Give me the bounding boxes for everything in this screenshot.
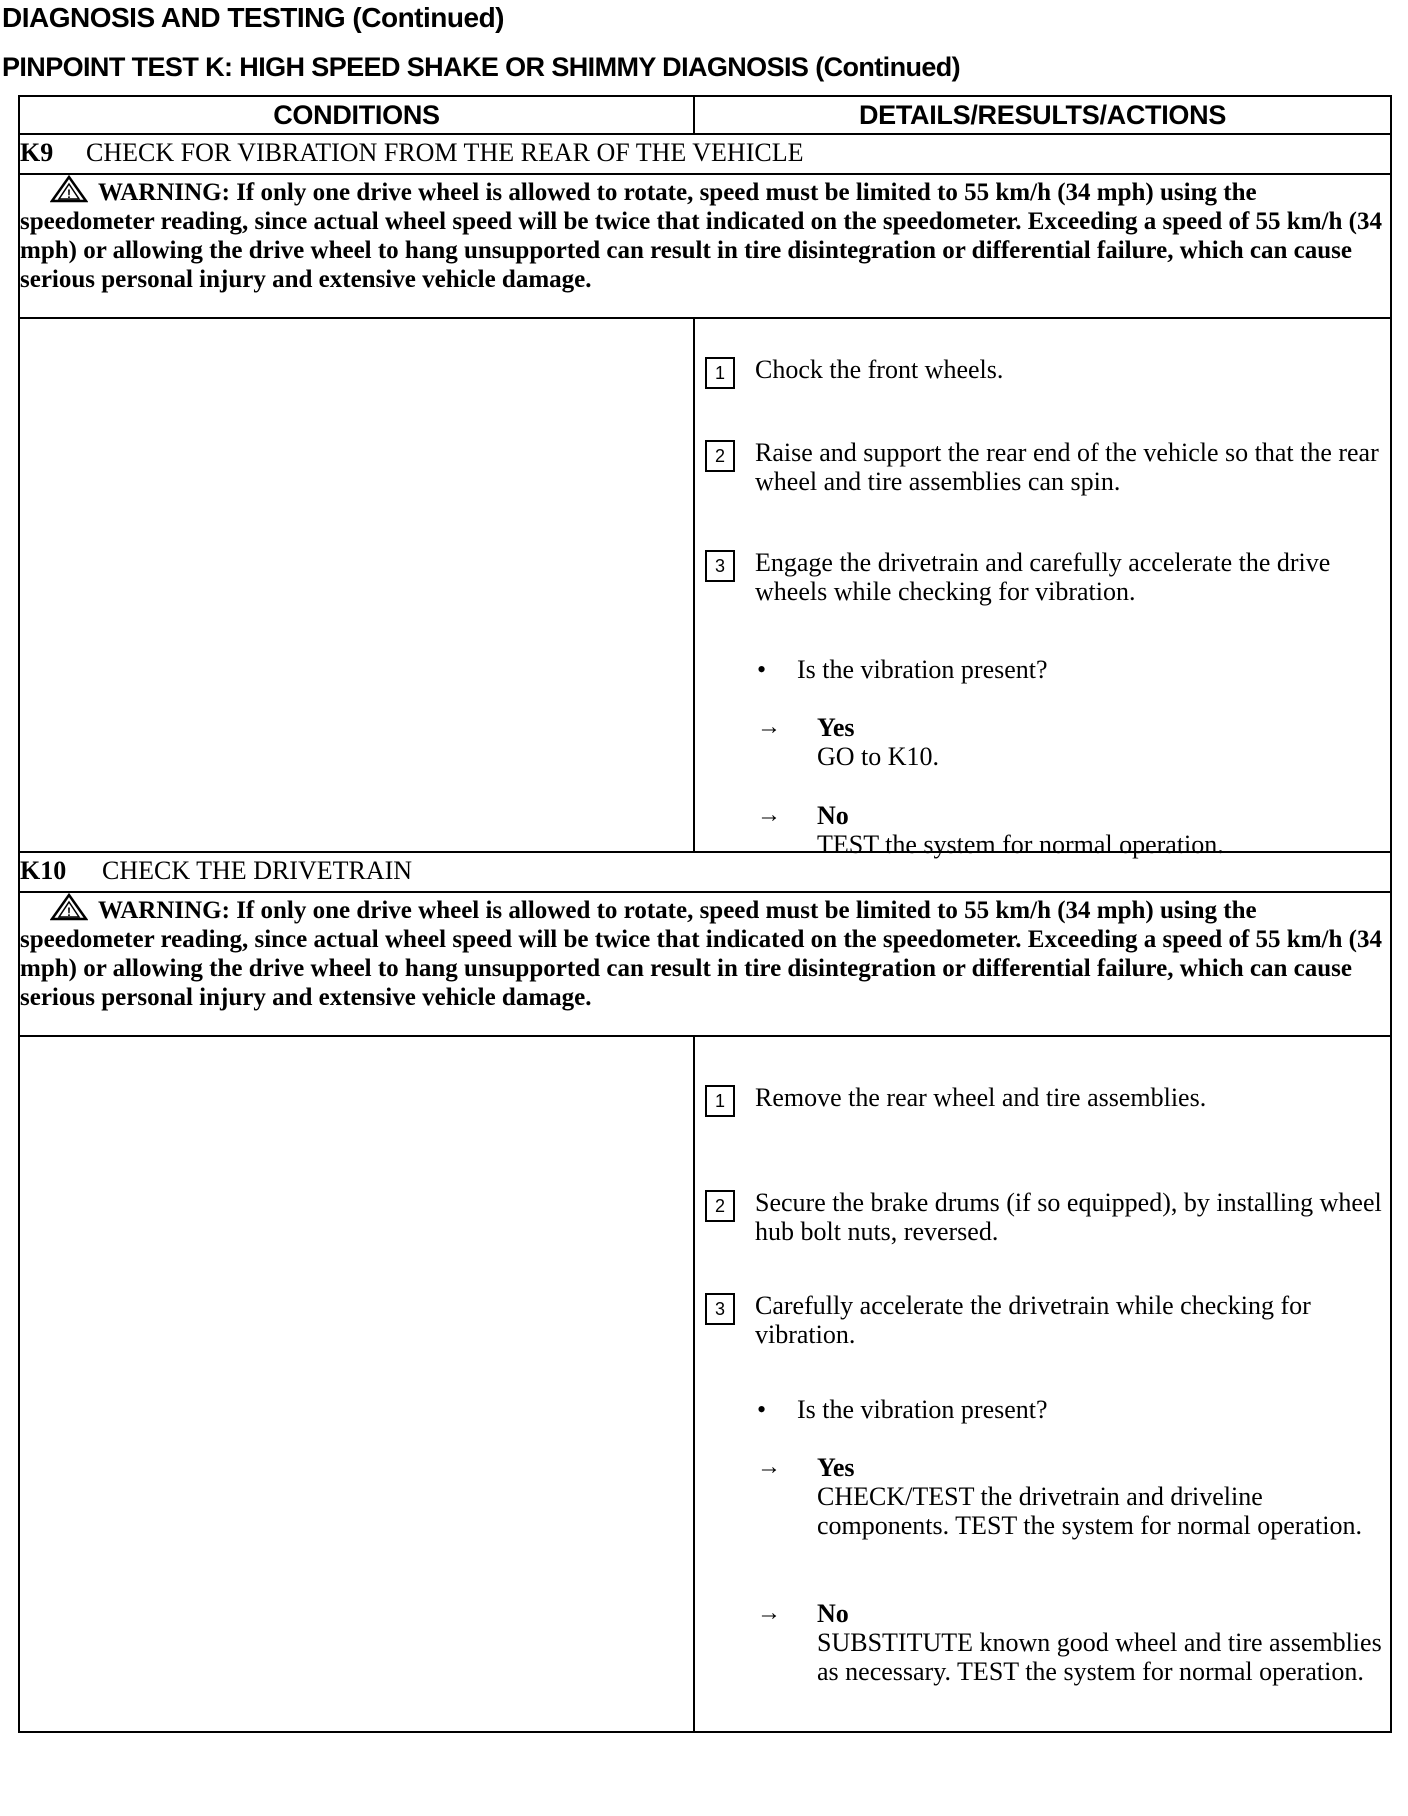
k9-step-2-number: 2	[705, 440, 735, 472]
k9-step-3-text: Engage the drivetrain and carefully accelerate the drive wheels while checking for vibration.	[755, 548, 1331, 606]
k10-yes-answer	[757, 1453, 1382, 1540]
k10-conditions-cell	[19, 1036, 694, 1732]
warning-triangle-icon	[50, 893, 88, 921]
k9-step-2	[695, 438, 1382, 496]
k10-step-3-text: Carefully accelerate the drivetrain while checking for vibration.	[755, 1291, 1311, 1349]
k9-title-row	[19, 134, 1391, 174]
k10-step-1	[695, 1083, 1382, 1112]
section-title: DIAGNOSIS AND TESTING (Continued)	[2, 2, 504, 33]
k10-step-1-number: 1	[705, 1085, 735, 1117]
svg-text:!: !	[67, 187, 71, 201]
k10-step-id: K10	[20, 856, 67, 885]
k10-yes-label: Yes	[817, 1453, 855, 1482]
k10-yes-action: CHECK/TEST the drivetrain and driveline components. TEST the system for normal operation.	[817, 1482, 1362, 1540]
k9-conditions-cell	[19, 318, 694, 852]
k9-step-1	[695, 355, 1382, 384]
k10-content-row	[19, 1036, 1391, 1732]
column-header-row	[19, 96, 1391, 134]
k9-no-arrow-icon: →	[757, 802, 781, 828]
k9-step-id: K9	[20, 138, 54, 167]
k9-no-answer	[757, 801, 1382, 859]
k10-step-3	[695, 1291, 1382, 1349]
k9-step-3-number: 3	[705, 550, 735, 582]
test-title: PINPOINT TEST K: HIGH SPEED SHAKE OR SHIMMY DIAGNOSIS (Continued)	[2, 52, 961, 82]
k10-question-text: Is the vibration present?	[797, 1395, 1048, 1424]
k9-details-cell	[694, 318, 1391, 859]
k9-no-label: No	[817, 801, 849, 830]
k10-details-cell	[694, 1036, 1391, 1732]
details-header: DETAILS/RESULTS/ACTIONS	[694, 96, 1391, 134]
pinpoint-test-table	[18, 95, 1392, 1733]
conditions-header: CONDITIONS	[19, 96, 694, 134]
k9-step-2-text: Raise and support the rear end of the vehicle so that the rear wheel and tire assemblies can spin.	[755, 438, 1379, 496]
k9-yes-arrow-icon: →	[757, 714, 781, 740]
k10-step-title: CHECK THE DRIVETRAIN	[102, 856, 413, 885]
k10-step-2-number: 2	[705, 1190, 735, 1222]
k10-step-2-text: Secure the brake drums (if so equipped), by installing wheel hub bolt nuts, reversed.	[755, 1188, 1382, 1246]
warning-triangle-icon	[50, 175, 88, 203]
k9-step-1-text: Chock the front wheels.	[755, 355, 1004, 384]
k10-step-2	[695, 1188, 1382, 1246]
k10-no-answer	[757, 1599, 1382, 1686]
k10-yes-arrow-icon: →	[757, 1454, 781, 1480]
k9-yes-action: GO to K10.	[817, 742, 940, 771]
k10-warning-row	[19, 892, 1391, 1036]
k10-question	[757, 1395, 1048, 1424]
k9-yes-label: Yes	[817, 713, 855, 742]
k9-content-row	[19, 318, 1391, 852]
k10-step-3-number: 3	[705, 1293, 735, 1325]
k9-no-action: TEST the system for normal operation.	[817, 830, 1224, 859]
k10-warning-text: WARNING: If only one drive wheel is allowed to rotate, speed must be limited to 55 km/h (34 mph) using the speedometer reading, since actual wheel speed will be twice that indicated on the speedometer. Exceeding a speed of 55 km/h (34 mph) or allowing the drive wheel to hang unsupported can result in tire disintegration or differential failure, which can cause serious personal injury and extensive vehicle damage.	[20, 897, 1382, 1011]
k9-question-text: Is the vibration present?	[797, 655, 1048, 684]
k9-yes-answer	[757, 713, 1382, 771]
k10-bullet: •	[757, 1395, 767, 1424]
k9-bullet: •	[757, 655, 767, 684]
k9-step-title: CHECK FOR VIBRATION FROM THE REAR OF THE VEHICLE	[86, 138, 804, 167]
k9-step-3	[695, 548, 1382, 606]
svg-text:!: !	[67, 905, 71, 919]
k9-warning-text: WARNING: If only one drive wheel is allowed to rotate, speed must be limited to 55 km/h (34 mph) using the speedometer reading, since actual wheel speed will be twice that indicated on the speedometer. Exceeding a speed of 55 km/h (34 mph) or allowing the drive wheel to hang unsupported can result in tire disintegration or differential failure, which can cause serious personal injury and extensive vehicle damage.	[20, 179, 1382, 293]
k9-question	[757, 655, 1048, 684]
k9-step-1-number: 1	[705, 357, 735, 389]
k9-warning-row	[19, 174, 1391, 318]
k10-step-1-text: Remove the rear wheel and tire assemblies.	[755, 1083, 1207, 1112]
k10-no-arrow-icon: →	[757, 1600, 781, 1626]
k10-no-label: No	[817, 1599, 849, 1628]
k10-no-action: SUBSTITUTE known good wheel and tire assemblies as necessary. TEST the system for normal operation.	[817, 1628, 1382, 1686]
